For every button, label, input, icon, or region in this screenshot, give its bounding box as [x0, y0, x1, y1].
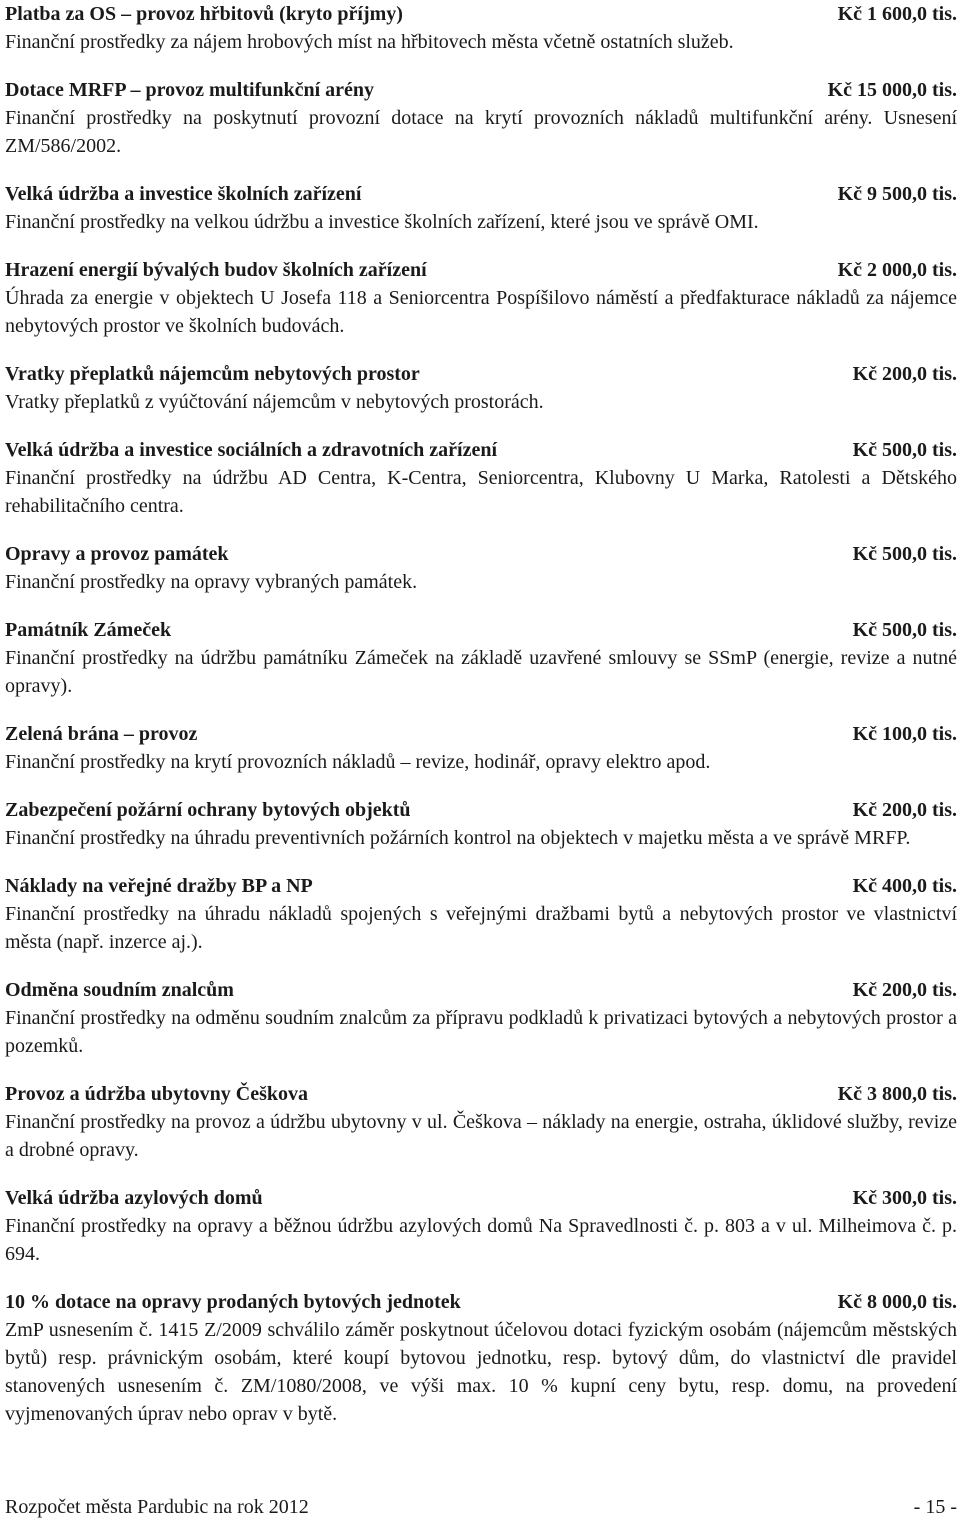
entry-title: Náklady na veřejné dražby BP a NP	[5, 875, 313, 897]
entry-heading	[5, 360, 957, 388]
entry-heading	[5, 540, 957, 568]
entry-heading	[5, 616, 957, 644]
budget-entry	[5, 540, 957, 596]
entry-heading	[5, 0, 957, 28]
entry-amount: Kč 8 000,0 tis.	[837, 1291, 957, 1313]
entry-title: Velká údržba a investice školních zařízení	[5, 183, 362, 205]
entry-title: Dotace MRFP – provoz multifunkční arény	[5, 79, 375, 101]
entry-heading	[5, 872, 957, 900]
budget-entry	[5, 1184, 957, 1268]
entry-title: Velká údržba a investice sociálních a zdravotních zařízení	[5, 439, 498, 461]
entry-description: Finanční prostředky na údržbu AD Centra, K-Centra, Seniorcentra, Klubovny U Marka, Ratolesti a Dětského rehabilitačního centra.	[5, 467, 957, 517]
entry-description: Finanční prostředky na opravy vybraných památek.	[5, 571, 418, 593]
entry-heading	[5, 976, 957, 1004]
entry-description: Finanční prostředky za nájem hrobových míst na hřbitovech města včetně ostatních služeb.	[5, 31, 734, 53]
page-number: - 15 -	[913, 1496, 957, 1518]
entry-amount: Kč 500,0 tis.	[852, 543, 957, 565]
entry-title: Platba za OS – provoz hřbitovů (kryto příjmy)	[5, 3, 403, 25]
entry-description: Finanční prostředky na úhradu nákladů spojených s veřejnými dražbami bytů a nebytových prostor ve vlastnictví města (např. inzerce aj.).	[5, 903, 957, 953]
entry-heading	[5, 436, 957, 464]
entry-amount: Kč 400,0 tis.	[852, 875, 957, 897]
entry-title: Hrazení energií bývalých budov školních zařízení	[5, 259, 427, 281]
budget-entry	[5, 1288, 957, 1428]
budget-entry	[5, 436, 957, 520]
entry-description: Finanční prostředky na odměnu soudním znalcům za přípravu podkladů k privatizaci bytových a nebytových prostor a pozemků.	[5, 1007, 957, 1057]
footer-document-title: Rozpočet města Pardubic na rok 2012	[5, 1496, 309, 1518]
budget-entry	[5, 616, 957, 700]
entry-description: Finanční prostředky na provoz a údržbu ubytovny v ul. Češkova – náklady na energie, ostraha, úklidové služby, revize a drobné opravy.	[5, 1111, 957, 1161]
budget-entry	[5, 720, 957, 776]
entry-heading	[5, 1288, 957, 1316]
entry-description: Finanční prostředky na velkou údržbu a investice školních zařízení, které jsou ve správě OMI.	[5, 211, 759, 233]
entry-amount: Kč 500,0 tis.	[852, 439, 957, 461]
entry-title: Zelená brána – provoz	[5, 723, 198, 745]
budget-entry	[5, 256, 957, 340]
entry-title: Velká údržba azylových domů	[5, 1187, 263, 1209]
entry-amount: Kč 200,0 tis.	[852, 979, 957, 1001]
entry-heading	[5, 180, 957, 208]
budget-entry	[5, 872, 957, 956]
entry-description: Finanční prostředky na údržbu památníku Zámeček na základě uzavřené smlouvy se SSmP (energie, revize a nutné opravy).	[5, 647, 957, 697]
entry-amount: Kč 200,0 tis.	[852, 799, 957, 821]
entry-description: ZmP usnesením č. 1415 Z/2009 schválilo záměr poskytnout účelovou dotaci fyzickým osobám (nájemcům městských bytů) resp. právnickým osobám, které koupí bytovou jednotku, resp. bytový dům, do vlastnictví dle pravidel stanovených usnesením č. ZM/1080/2008, ve výši max. 10 % kupní ceny bytu, resp. domu, na provedení vyjmenovaných úprav nebo oprav v bytě.	[5, 1319, 957, 1425]
entry-title: Zabezpečení požární ochrany bytových objektů	[5, 799, 411, 821]
budget-entry	[5, 180, 957, 236]
budget-entry	[5, 976, 957, 1060]
budget-entry	[5, 76, 957, 160]
entry-amount: Kč 100,0 tis.	[852, 723, 957, 745]
budget-entry	[5, 0, 957, 56]
entry-title: Památník Zámeček	[5, 619, 172, 641]
entry-description: Finanční prostředky na krytí provozních nákladů – revize, hodinář, opravy elektro apod.	[5, 751, 711, 773]
entry-heading	[5, 720, 957, 748]
entry-amount: Kč 9 500,0 tis.	[837, 183, 957, 205]
budget-entry	[5, 796, 957, 852]
budget-document	[5, 0, 957, 1448]
entry-title: Vratky přeplatků nájemcům nebytových prostor	[5, 363, 420, 385]
entry-heading	[5, 76, 957, 104]
entry-heading	[5, 796, 957, 824]
entry-description: Vratky přeplatků z vyúčtování nájemcům v nebytových prostorách.	[5, 391, 544, 413]
entry-description: Finanční prostředky na poskytnutí provozní dotace na krytí provozních nákladů multifunkční arény. Usnesení ZM/586/2002.	[5, 107, 957, 157]
entry-title: Odměna soudním znalcům	[5, 979, 234, 1001]
entry-heading	[5, 1184, 957, 1212]
budget-entry	[5, 360, 957, 416]
entry-amount: Kč 500,0 tis.	[852, 619, 957, 641]
entry-description: Úhrada za energie v objektech U Josefa 118 a Seniorcentra Pospíšilovo náměstí a předfakturace nákladů za nájemce nebytových prostor ve školních budovách.	[5, 287, 957, 337]
entry-description: Finanční prostředky na úhradu preventivních požárních kontrol na objektech v majetku města a ve správě MRFP.	[5, 827, 911, 849]
entry-title: Provoz a údržba ubytovny Češkova	[5, 1083, 308, 1105]
entry-amount: Kč 300,0 tis.	[852, 1187, 957, 1209]
entry-amount: Kč 2 000,0 tis.	[837, 259, 957, 281]
page-footer	[5, 1494, 957, 1520]
entry-title: Opravy a provoz památek	[5, 543, 229, 565]
entry-amount: Kč 15 000,0 tis.	[827, 79, 957, 101]
entry-title: 10 % dotace na opravy prodaných bytových jednotek	[5, 1291, 461, 1313]
entry-description: Finanční prostředky na opravy a běžnou údržbu azylových domů Na Spravedlnosti č. p. 803 a v ul. Milheimova č. p. 694.	[5, 1215, 957, 1265]
entry-amount: Kč 1 600,0 tis.	[837, 3, 957, 25]
entry-amount: Kč 3 800,0 tis.	[837, 1083, 957, 1105]
budget-entry	[5, 1080, 957, 1164]
entry-amount: Kč 200,0 tis.	[852, 363, 957, 385]
entry-heading	[5, 1080, 957, 1108]
entry-heading	[5, 256, 957, 284]
